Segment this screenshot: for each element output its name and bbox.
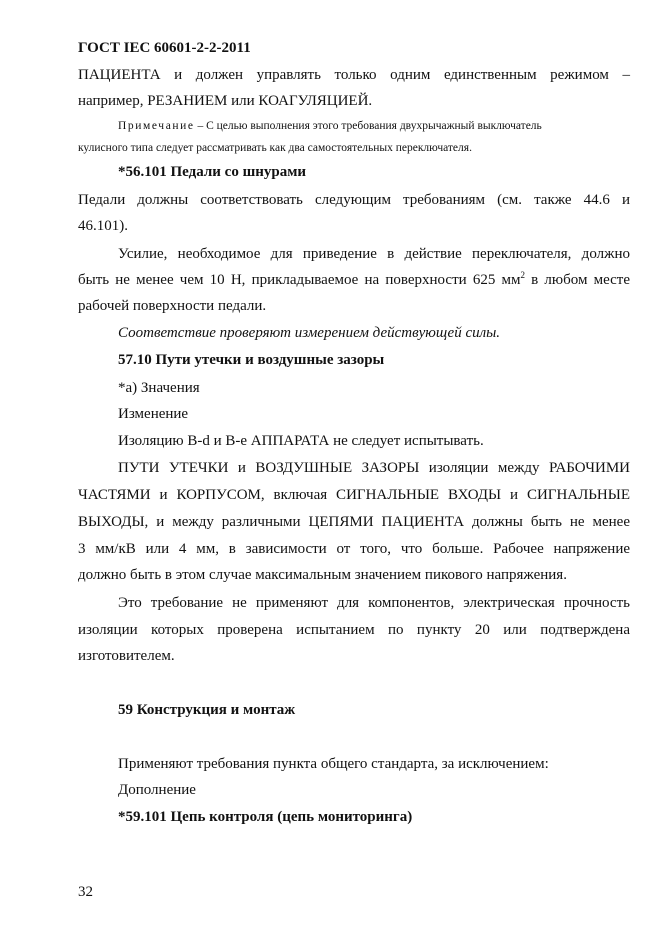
note-label: Примечание [118,120,195,132]
paragraph-line: 46.101). [78,218,128,234]
paragraph-line: ПУТИ УТЕЧКИ и ВОЗДУШНЫЕ ЗАЗОРЫ изоляции между РАБОЧИМИ [118,460,630,476]
superscript: 2 [520,270,525,280]
paragraph-line: Педали должны соответствовать следующим требованиям (см. также 44.6 и [78,192,630,208]
page-number: 32 [78,884,93,900]
addition-label: Дополнение [118,782,196,798]
document-header: ГОСТ IEC 60601-2-2-2011 [78,40,251,56]
paragraph-line: Это требование не применяют для компонентов, электрическая прочность [118,595,630,611]
section-heading: 57.10 Пути утечки и воздушные зазоры [118,352,385,368]
paragraph-line: ПАЦИЕНТА и должен управлять только одним единственным режимом – [78,67,630,83]
paragraph-line: ЧАСТЯМИ и КОРПУСОМ, включая СИГНАЛЬНЫЕ ВХОДЫ и СИГНАЛЬНЫЕ [78,487,630,503]
section-heading: *56.101 Педали со шнурами [118,164,307,180]
paragraph-line: должно быть в этом случае максимальным значением пикового напряжения. [78,567,567,583]
paragraph-line: Усилие, необходимое для приведение в действие переключателя, должно [118,246,630,262]
paragraph-line: Изоляцию B-d и В-е АППАРАТА не следует испытывать. [118,433,484,449]
paragraph-line: изоляции которых проверена испытанием по пункту 20 или подтверждена [78,622,630,638]
paragraph-line: рабочей поверхности педали. [78,298,267,314]
note-line: кулисного типа следует рассматривать как два самостоятельных переключателя. [78,142,472,154]
note-line [118,119,542,133]
paragraph-line: 3 мм/кВ или 4 мм, в зависимости от того, что больше. Рабочее напряжение [78,541,630,557]
section-heading: 59 Конструкция и монтаж [118,702,296,718]
paragraph-line [78,271,630,289]
text-span: быть не менее чем 10 Н, прикладываемое на поверхности 625 мм [78,272,521,288]
note-text: – С целью выполнения этого требования двухрычажный выключатель [194,120,542,132]
section-heading: *59.101 Цепь контроля (цепь мониторинга) [118,809,413,825]
change-label: Изменение [118,406,189,422]
compliance-text: Соответствие проверяют измерением действующей силы. [118,325,501,341]
subsection-label: *а) Значения [118,380,200,396]
paragraph-line: ВЫХОДЫ, и между различными ЦЕПЯМИ ПАЦИЕНТА должны быть не менее [78,514,630,530]
paragraph-line: Применяют требования пункта общего стандарта, за исключением: [118,756,549,772]
text-span: в любом месте [524,272,630,288]
paragraph-line: например, РЕЗАНИЕМ или КОАГУЛЯЦИЕЙ. [78,93,373,109]
paragraph-line: изготовителем. [78,648,175,664]
